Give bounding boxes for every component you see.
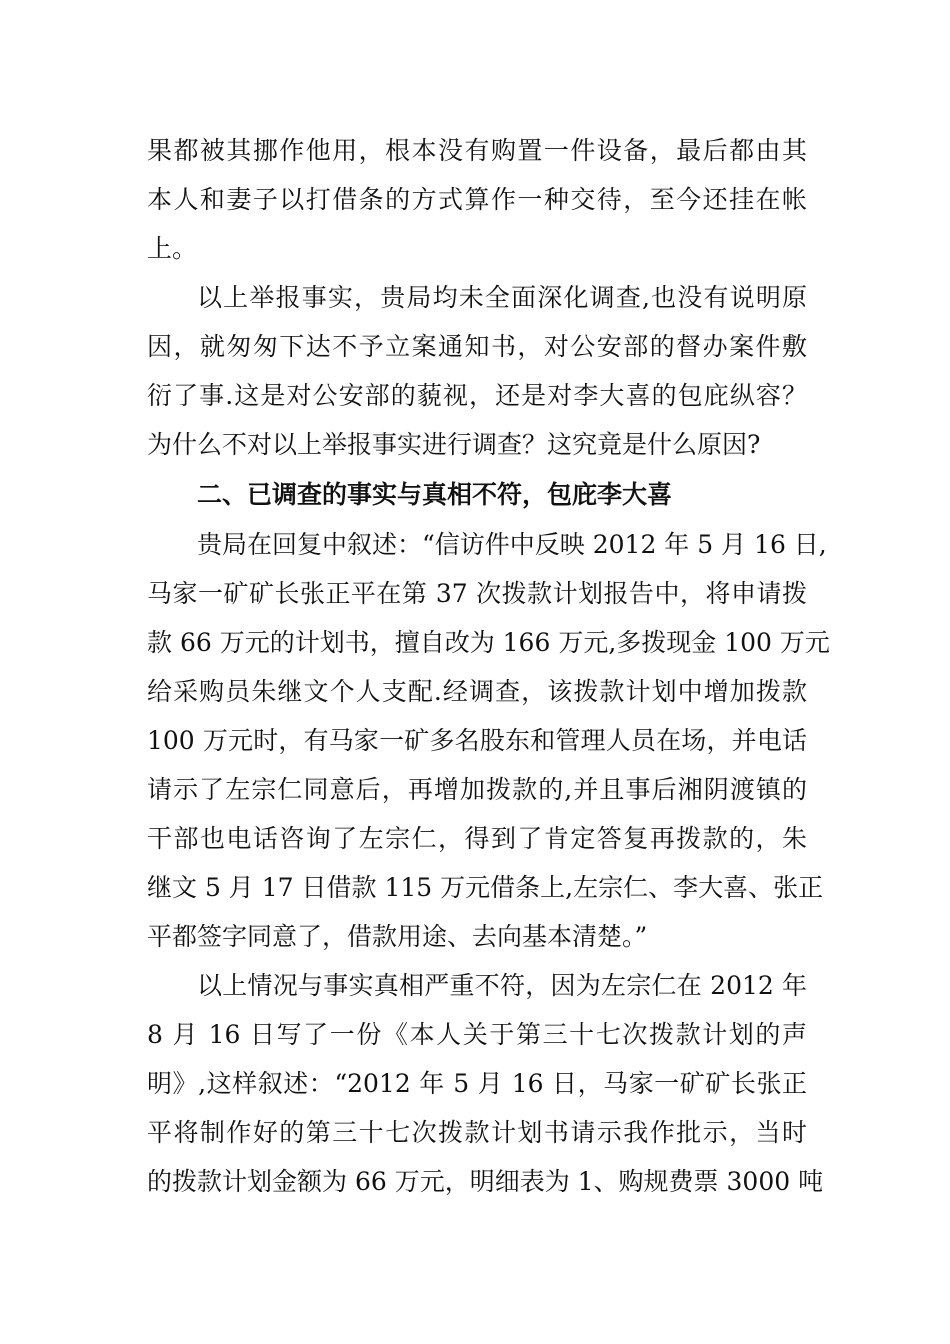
text-line: 平都签字同意了，借款用途、去向基本清楚。” [147,922,648,951]
text-line: 以上情况与事实真相严重不符，因为左宗仁在 2012 年 [197,971,807,1000]
text-line: 请示了左宗仁同意后，再增加拨款的,并且事后湘阴渡镇的 [147,775,807,804]
text-line: 继文 5 月 17 日借款 115 万元借条上,左宗仁、李大喜、张正 [147,873,824,902]
text-line: 明》,这样叙述：“2012 年 5 月 16 日，马家一矿矿长张正 [147,1069,807,1098]
text-line: 8 月 16 日写了一份《本人关于第三十七次拨款计划的声 [147,1020,807,1049]
text-line: 以上举报事实，贵局均未全面深化调查,也没有说明原 [197,283,807,312]
text-line: 干部也电话咨询了左宗仁，得到了肯定答复再拨款的，朱 [147,824,807,853]
text-line: 贵局在回复中叙述：“信访件中反映 2012 年 5 月 16 日, [197,530,827,559]
text-line: 果都被其挪作他用，根本没有购置一件设备，最后都由其 [147,136,807,165]
text-line: 马家一矿矿长张正平在第 37 次拨款计划报告中，将申请拨 [147,579,807,608]
text-line: 因，就匆匆下达不予立案通知书，对公安部的督办案件敷 [147,332,807,361]
text-line: 款 66 万元的计划书，擅自改为 166 万元,多拨现金 100 万元 [147,628,830,657]
text-line: 本人和妻子以打借条的方式算作一种交待，至今还挂在帐 [147,185,807,214]
section-heading: 二、已调查的事实与真相不符，包庇李大喜 [197,480,673,509]
text-line: 为什么不对以上举报事实进行调查？这究竟是什么原因? [147,430,761,459]
text-line: 平将制作好的第三十七次拨款计划书请示我作批示，当时 [147,1118,807,1147]
text-line: 给采购员朱继文个人支配.经调查，该拨款计划中增加拨款 [147,677,807,706]
text-line: 100 万元时，有马家一矿多名股东和管理人员在场，并电话 [147,726,807,755]
text-line: 的拨款计划金额为 66 万元，明细表为 1、购规费票 3000 吨 [147,1167,824,1196]
text-line: 衍了事.这是对公安部的藐视，还是对李大喜的包庇纵容？ [147,381,807,410]
text-line: 上。 [147,234,198,263]
